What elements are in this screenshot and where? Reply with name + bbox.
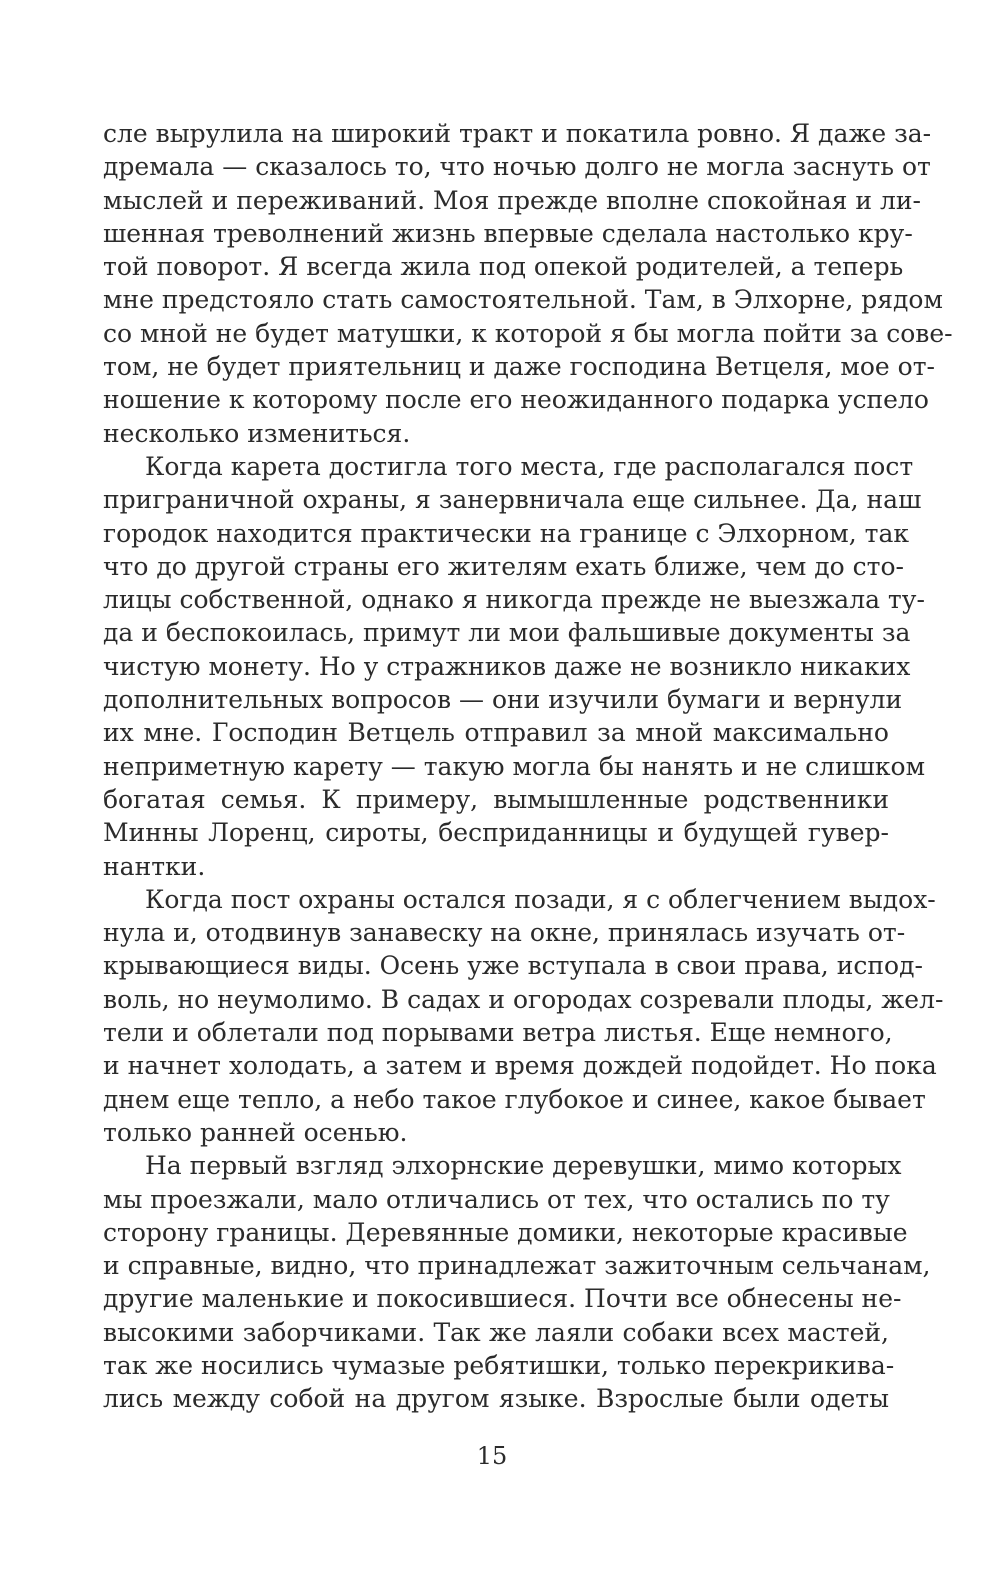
text-line: днем еще тепло, а небо такое глубокое и синее, какое бывает	[103, 1084, 926, 1114]
text-line: лицы собственной, однако я никогда прежде не выезжала ту-	[103, 585, 925, 615]
text-line: так же носились чумазые ребятишки, только перекрикива-	[103, 1350, 895, 1380]
text-line: дополнительных вопросов — они изучили бумаги и вернули	[103, 685, 903, 715]
text-line: городок находится практически на границе с Элхорном, так	[103, 518, 909, 548]
text-line: крывающиеся виды. Осень уже вступала в свои права, испод-	[103, 951, 923, 981]
text-line: ношение к которому после его неожиданного подарка успело	[103, 385, 929, 415]
text-line: чистую монету. Но у стражников даже не возникло никаких	[103, 651, 911, 681]
text-line: богатая семья. К примеру, вымышленные родственники	[103, 784, 889, 814]
text-line: да и беспокоилась, примут ли мои фальшивые документы за	[103, 618, 911, 648]
text-line: лись между собой на другом языке. Взрослые были одеты	[103, 1384, 889, 1414]
text-line: неприметную карету — такую могла бы нанять и не слишком	[103, 751, 926, 781]
paragraph	[103, 117, 953, 450]
text-line: что до другой страны его жителям ехать ближе, чем до сто-	[103, 551, 904, 581]
text-line: и начнет холодать, а затем и время дождей подойдет. Но пока	[103, 1051, 937, 1081]
text-line: На первый взгляд элхорнские деревушки, мимо которых	[145, 1151, 902, 1181]
paragraph	[103, 1149, 931, 1415]
text-line: нантки.	[103, 851, 206, 881]
text-line: Минны Лоренц, сироты, бесприданницы и будущей гувер-	[103, 818, 889, 848]
text-line: только ранней осенью.	[103, 1117, 408, 1147]
text-line: приграничной охраны, я занервничала еще сильнее. Да, наш	[103, 485, 922, 515]
text-line: другие маленькие и покосившиеся. Почти все обнесены не-	[103, 1284, 902, 1314]
text-line: мне предстояло стать самостоятельной. Там, в Элхорне, рядом	[103, 285, 943, 315]
paragraph	[103, 450, 926, 883]
text-line: мы проезжали, мало отличались от тех, что остались по ту	[103, 1184, 890, 1214]
text-line: со мной не будет матушки, к которой я бы могла пойти за сове-	[103, 318, 953, 348]
text-line: Когда карета достигла того места, где располагался пост	[145, 451, 914, 481]
paragraph	[103, 883, 944, 1149]
text-line: том, не будет приятельниц и даже господина Ветцеля, мое от-	[103, 352, 935, 382]
text-line: высокими заборчиками. Так же лаяли собаки всех мастей,	[103, 1317, 889, 1347]
page-number: 15	[476, 1442, 508, 1470]
text-line: нула и, отодвинув занавеску на окне, принялась изучать от-	[103, 918, 906, 948]
text-line: их мне. Господин Ветцель отправил за мной максимально	[103, 718, 889, 748]
text-line: Когда пост охраны остался позади, я с облегчением выдох-	[145, 884, 936, 914]
text-line: сторону границы. Деревянные домики, некоторые красивые	[103, 1217, 908, 1247]
text-line: шенная треволнений жизнь впервые сделала настолько кру-	[103, 218, 913, 248]
text-line: мыслей и переживаний. Моя прежде вполне спокойная и ли-	[103, 185, 921, 215]
text-line: воль, но неумолимо. В садах и огородах созревали плоды, жел-	[103, 984, 944, 1014]
body-text	[103, 117, 953, 1416]
text-line: той поворот. Я всегда жила под опекой родителей, а теперь	[103, 252, 904, 282]
text-line: сле вырулила на широкий тракт и покатила ровно. Я даже за-	[103, 119, 932, 148]
text-line: и справные, видно, что принадлежат зажиточным сельчанам,	[103, 1251, 931, 1281]
text-line: дремала — сказалось то, что ночью долго не могла заснуть от	[103, 152, 931, 182]
text-line: тели и облетали под порывами ветра листья. Еще немного,	[103, 1018, 893, 1048]
text-line: несколько измениться.	[103, 418, 411, 448]
